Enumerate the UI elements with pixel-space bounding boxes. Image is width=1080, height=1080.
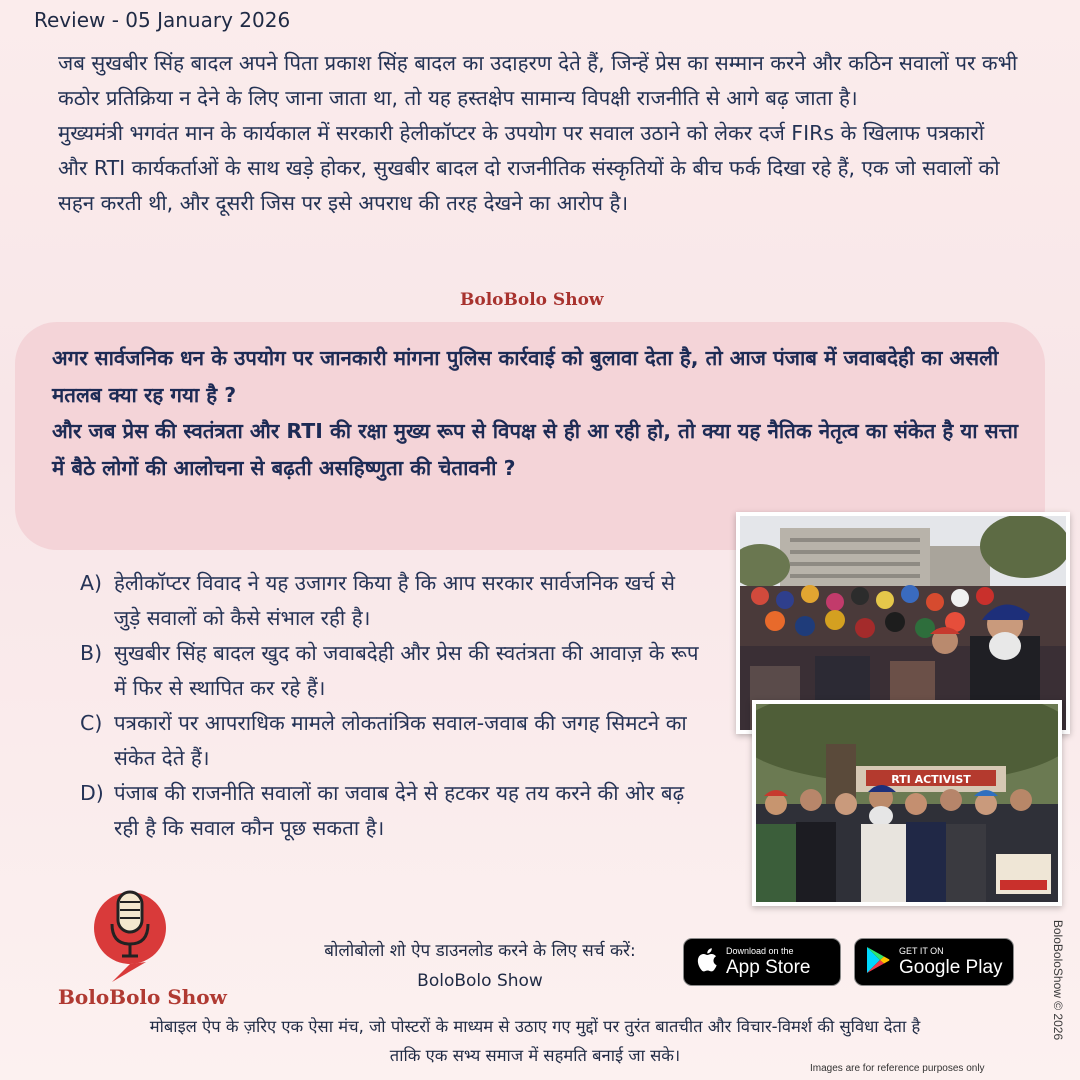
intro-paragraph-1: जब सुखबीर सिंह बादल अपने पिता प्रकाश सिंह बादल का उदाहरण देते हैं, जिन्हें प्रेस का सम्मान करने और कठिन सवालों पर कभी कठोर प्रतिक्रिया न देने के लिए जाना जाता था, तो यह हस्तक्षेप सामान्य विपक्षी राजनीति से आगे बढ़ जाता है। — [58, 51, 1018, 110]
option-b[interactable] — [80, 636, 700, 706]
option-text: पंजाब की राजनीति सवालों का जवाब देने से हटकर यह तय करने की ओर बढ़ रही है कि सवाल कौन पूछ सकता है। — [114, 781, 685, 840]
option-text: पत्रकारों पर आपराधिक मामले लोकतांत्रिक सवाल-जवाब की जगह सिमटने का संकेत देते हैं। — [114, 711, 687, 770]
question-text — [52, 340, 1027, 486]
image-disclaimer: Images are for reference purposes only — [810, 1063, 985, 1074]
app-store-label: App Store — [726, 957, 811, 978]
download-line-2: BoloBolo Show — [417, 971, 543, 991]
app-store-button[interactable] — [683, 938, 841, 986]
option-text: सुखबीर सिंह बादल खुद को जवाबदेही और प्रेस की स्वतंत्रता की आवाज़ के रूप में फिर से स्थापित कर रहे हैं। — [114, 641, 699, 700]
google-play-small-label: GET IT ON — [899, 946, 944, 956]
google-play-label: Google Play — [899, 957, 1003, 978]
tagline — [30, 1012, 1040, 1070]
google-play-button[interactable] — [854, 938, 1014, 986]
option-key: A) — [80, 571, 103, 595]
tagline-line-1: मोबाइल ऐप के ज़रिए एक ऐसा मंच, जो पोस्टरों के माध्यम से उठाए गए मुद्दों पर तुरंत बातचीत और विचार-विमर्श की सुविधा देता है — [149, 1017, 921, 1036]
tagline-line-2: ताकि एक सभ्य समाज में सहमति बनाई जा सके। — [389, 1046, 681, 1065]
download-instructions — [280, 936, 680, 996]
option-key: C) — [80, 711, 103, 735]
option-key: D) — [80, 781, 104, 805]
press-gathering-illustration — [756, 704, 1058, 902]
copyright-watermark — [1046, 910, 1070, 1050]
review-date: Review - 05 January 2026 — [34, 8, 291, 32]
copyright-text: BoloBoloShow © 2026 — [1051, 919, 1065, 1041]
download-line-1: बोलोबोलो शो ऐप डाउनलोड करने के लिए सर्च करें: — [324, 941, 636, 961]
option-key: B) — [80, 641, 103, 665]
protest-banner-text: RTI ACTIVIST — [891, 773, 971, 786]
option-d[interactable] — [80, 776, 700, 846]
microphone-logo-icon — [90, 888, 180, 988]
brand-name: BoloBolo Show — [58, 985, 227, 1009]
google-play-icon — [865, 946, 891, 978]
brand-watermark: BoloBolo Show — [460, 290, 604, 310]
app-store-small-label: Download on the — [726, 946, 794, 956]
press-gathering-photo — [752, 700, 1062, 906]
intro-paragraph-2: मुख्यमंत्री भगवंत मान के कार्यकाल में सरकारी हेलीकॉप्टर के उपयोग पर सवाल उठाने को लेकर दर्ज FIRs के खिलाफ पत्रकारों और RTI कार्यकर्ताओं के साथ खड़े होकर, सुखबीर बादल दो राजनीतिक संस्कृतियों के बीच फर्क दिखा रहे हैं, एक जो सवालों को सहन करती थी, और दूसरी जिस पर इसे अपराध की तरह देखने का आरोप है। — [58, 121, 1000, 215]
option-c[interactable] — [80, 706, 700, 776]
intro-text — [58, 46, 1018, 221]
answer-options — [80, 566, 700, 846]
option-text: हेलीकॉप्टर विवाद ने यह उजागर किया है कि आप सरकार सार्वजनिक खर्च से जुड़े सवालों को कैसे संभाल रही है। — [114, 571, 675, 630]
question-line-2: और जब प्रेस की स्वतंत्रता और RTI की रक्षा मुख्य रूप से विपक्ष से ही आ रही हो, तो क्या यह नैतिक नेतृत्व का संकेत है या सत्ता में बैठे लोगों की आलोचना से बढ़ती असहिष्णुता की चेतावनी ? — [52, 419, 1019, 480]
protest-crowd-illustration — [740, 516, 1066, 730]
apple-icon — [694, 946, 718, 978]
option-a[interactable] — [80, 566, 700, 636]
question-line-1: अगर सार्वजनिक धन के उपयोग पर जानकारी मांगना पुलिस कार्रवाई को बुलावा देता है, तो आज पंजाब में जवाबदेही का असली मतलब क्या रह गया है ? — [52, 346, 999, 407]
